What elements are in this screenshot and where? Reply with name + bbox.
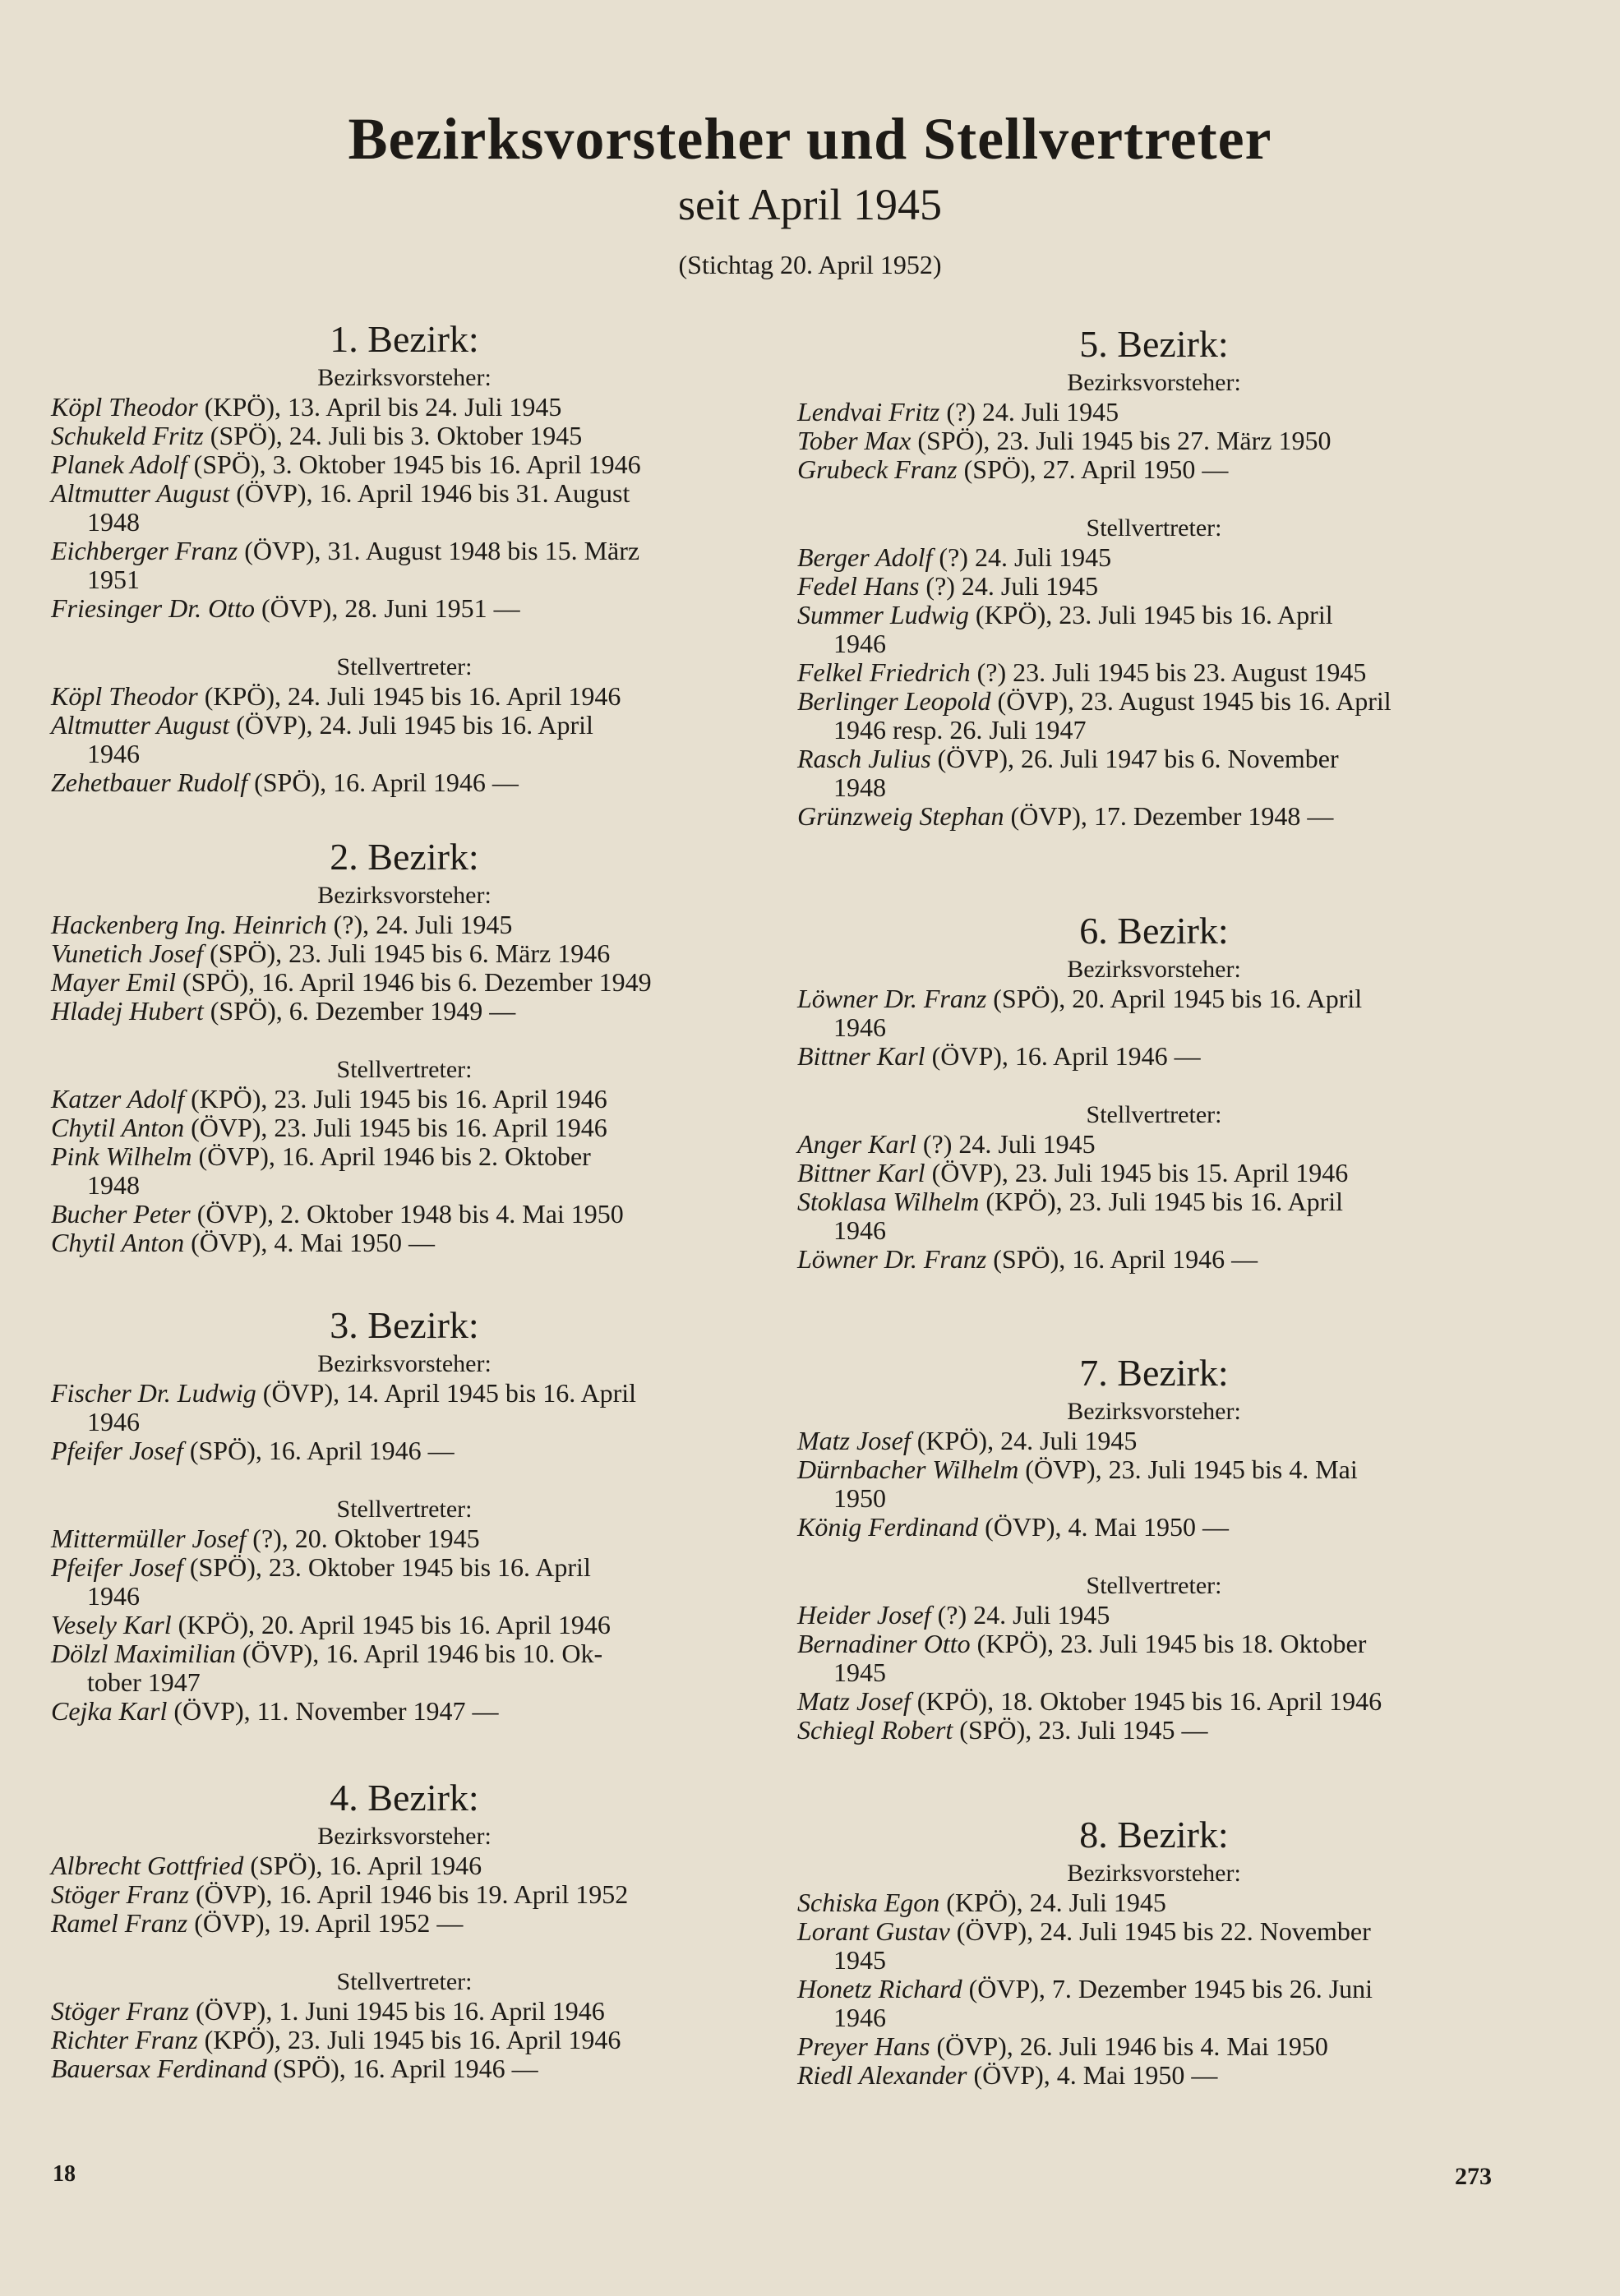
person-name: Tober Max <box>797 426 912 455</box>
district-section <box>51 1779 758 2083</box>
role-heading-vorsteher: Bezirksvorsteher: <box>317 364 492 391</box>
term-text: (KPÖ), 23. Juli 1945 bis 16. April <box>985 1187 1343 1216</box>
role-heading-vorsteher: Bezirksvorsteher: <box>1067 369 1241 396</box>
list-item <box>51 1909 758 1938</box>
list-item <box>797 745 1511 802</box>
term-text: (ÖVP), 16. April 1946 bis 10. Ok- <box>242 1639 603 1668</box>
person-name: Hladej Hubert <box>51 996 204 1026</box>
term-text: (?) 24. Juli 1945 <box>925 571 1099 601</box>
term-continuation: 1945 <box>833 1945 886 1975</box>
district-section <box>51 1304 758 1726</box>
person-name: Köpl Theodor <box>51 392 198 422</box>
list-item <box>51 1142 758 1200</box>
term-text: (KPÖ), 24. Juli 1945 <box>946 1888 1166 1917</box>
person-name: Friesinger Dr. Otto <box>51 593 255 623</box>
district-heading: 3. Bezirk: <box>330 1304 479 1346</box>
term-continuation: 1946 <box>833 2003 886 2032</box>
list-item <box>797 1245 1511 1274</box>
list-item <box>797 802 1511 831</box>
term-text: (ÖVP), 19. April 1952 — <box>194 1908 464 1938</box>
list-item <box>797 1455 1511 1513</box>
term-text: (?) 24. Juli 1945 <box>922 1129 1096 1159</box>
district-heading: 4. Bezirk: <box>330 1777 479 1819</box>
term-text: (ÖVP), 14. April 1945 bis 16. April <box>262 1378 637 1408</box>
term-text: (KPÖ), 23. Juli 1945 bis 16. April 1946 <box>204 2025 621 2054</box>
person-name: Grünzweig Stephan <box>797 801 1004 831</box>
term-text: (ÖVP), 31. August 1948 bis 15. März <box>244 536 640 565</box>
person-name: Riedl Alexander <box>797 2060 967 2090</box>
term-text: (SPÖ), 27. April 1950 — <box>963 454 1229 484</box>
person-name: Felkel Friedrich <box>797 657 971 687</box>
term-continuation: 1946 <box>87 739 140 768</box>
list-item <box>797 1917 1511 1975</box>
list-item <box>51 768 758 797</box>
term-text: (ÖVP), 1. Juni 1945 bis 16. April 1946 <box>196 1996 605 2026</box>
term-continuation: 1946 <box>833 1215 886 1245</box>
person-name: Lorant Gustav <box>797 1916 950 1946</box>
district-heading: 8. Bezirk: <box>1079 1814 1229 1856</box>
list-item <box>797 1630 1511 1687</box>
term-text: (ÖVP), 23. Juli 1945 bis 16. April 1946 <box>191 1113 607 1142</box>
term-text: (ÖVP), 23. Juli 1945 bis 4. Mai <box>1025 1455 1358 1484</box>
person-name: Honetz Richard <box>797 1974 962 2003</box>
person-name: Chytil Anton <box>51 1113 185 1142</box>
list-item <box>51 450 758 479</box>
list-item <box>51 393 758 422</box>
term-text: (ÖVP), 16. April 1946 — <box>931 1041 1201 1071</box>
term-text: (?) 24. Juli 1945 <box>946 397 1119 426</box>
term-text: (ÖVP), 24. Juli 1945 bis 22. November <box>956 1916 1371 1946</box>
term-text: (SPÖ), 6. Dezember 1949 — <box>210 996 516 1026</box>
list-item <box>797 687 1511 745</box>
term-text: (SPÖ), 16. April 1946 bis 6. Dezember 1949 <box>182 967 652 997</box>
person-name: Bittner Karl <box>797 1041 925 1071</box>
person-name: Heider Josef <box>797 1600 931 1630</box>
term-continuation: 1945 <box>833 1657 886 1687</box>
list-item <box>51 1697 758 1726</box>
term-text: (SPÖ), 23. Juli 1945 — <box>959 1715 1208 1745</box>
term-text: (ÖVP), 23. August 1945 bis 16. April <box>997 686 1392 716</box>
person-name: Schukeld Fritz <box>51 421 204 450</box>
term-text: (?) 24. Juli 1945 <box>937 1600 1110 1630</box>
list-item <box>51 911 758 939</box>
role-heading-stellvertreter: Stellvertreter: <box>1086 1101 1222 1128</box>
district-heading: 5. Bezirk: <box>1079 323 1229 365</box>
list-item <box>797 1513 1511 1542</box>
term-continuation: 1948 <box>833 772 886 802</box>
person-name: Matz Josef <box>797 1426 911 1455</box>
person-name: Köpl Theodor <box>51 681 198 711</box>
term-text: (ÖVP), 2. Oktober 1948 bis 4. Mai 1950 <box>196 1199 624 1229</box>
term-text: (SPÖ), 16. April 1946 — <box>273 2054 538 2083</box>
list-item <box>797 1159 1511 1187</box>
list-item <box>51 422 758 450</box>
list-item <box>797 601 1511 658</box>
list-item <box>51 1611 758 1639</box>
term-continuation: tober 1947 <box>87 1667 201 1697</box>
district-section <box>51 838 758 1257</box>
role-heading-vorsteher: Bezirksvorsteher: <box>1067 1398 1241 1425</box>
person-name: Dölzl Maximilian <box>51 1639 236 1668</box>
list-item <box>797 1427 1511 1455</box>
person-name: Berlinger Leopold <box>797 686 991 716</box>
list-item <box>797 1716 1511 1745</box>
role-heading-vorsteher: Bezirksvorsteher: <box>317 1823 492 1850</box>
role-heading-stellvertreter: Stellvertreter: <box>1086 1572 1222 1599</box>
person-name: Lendvai Fritz <box>797 397 940 426</box>
person-name: Bernadiner Otto <box>797 1629 971 1658</box>
list-item <box>51 1379 758 1436</box>
term-continuation: 1946 <box>833 1012 886 1042</box>
term-text: (?) 24. Juli 1945 <box>939 542 1112 572</box>
term-text: (SPÖ), 16. April 1946 — <box>254 768 519 797</box>
term-text: (ÖVP), 28. Juni 1951 — <box>261 593 520 623</box>
person-name: Cejka Karl <box>51 1696 168 1726</box>
term-text: (KPÖ), 24. Juli 1945 <box>916 1426 1138 1455</box>
term-text: (?) 23. Juli 1945 bis 23. August 1945 <box>976 657 1367 687</box>
term-continuation: 1946 <box>87 1407 140 1436</box>
role-heading-vorsteher: Bezirksvorsteher: <box>317 882 492 909</box>
list-item <box>51 682 758 711</box>
person-name: Fedel Hans <box>797 571 920 601</box>
term-text: (KPÖ), 20. April 1945 bis 16. April 1946 <box>178 1610 611 1639</box>
person-name: Eichberger Franz <box>51 536 238 565</box>
person-name: Schiegl Robert <box>797 1715 953 1745</box>
term-text: (SPÖ), 23. Juli 1945 bis 6. März 1946 <box>210 938 611 968</box>
term-text: (ÖVP), 26. Juli 1946 bis 4. Mai 1950 <box>936 2031 1328 2061</box>
person-name: Preyer Hans <box>797 2031 930 2061</box>
role-heading-vorsteher: Bezirksvorsteher: <box>1067 1860 1241 1887</box>
person-name: Albrecht Gottfried <box>51 1851 244 1880</box>
person-name: Bittner Karl <box>797 1158 925 1187</box>
list-item <box>797 984 1511 1042</box>
role-heading-stellvertreter: Stellvertreter: <box>336 653 473 680</box>
list-item <box>797 1975 1511 2032</box>
term-text: (ÖVP), 4. Mai 1950 — <box>973 2060 1218 2090</box>
person-name: Dürnbacher Wilhelm <box>797 1455 1019 1484</box>
term-text: (KPÖ), 13. April bis 24. Juli 1945 <box>204 392 562 422</box>
list-item <box>797 543 1511 572</box>
person-name: Stöger Franz <box>51 1879 189 1909</box>
list-item <box>51 711 758 768</box>
person-name: Katzer Adolf <box>51 1084 185 1113</box>
list-item <box>797 1888 1511 1917</box>
term-text: (ÖVP), 16. April 1946 bis 31. August <box>236 478 630 508</box>
term-text: (ÖVP), 26. Juli 1947 bis 6. November <box>937 744 1339 773</box>
person-name: König Ferdinand <box>797 1512 979 1542</box>
term-text: (?), 24. Juli 1945 <box>333 910 513 939</box>
term-text: (ÖVP), 4. Mai 1950 — <box>191 1228 435 1257</box>
person-name: Rasch Julius <box>797 744 931 773</box>
term-text: (ÖVP), 17. Dezember 1948 — <box>1010 801 1334 831</box>
person-name: Pfeifer Josef <box>51 1552 183 1582</box>
person-name: Stoklasa Wilhelm <box>797 1187 980 1216</box>
person-name: Chytil Anton <box>51 1228 185 1257</box>
list-item <box>797 1687 1511 1716</box>
term-text: (KPÖ), 24. Juli 1945 bis 16. April 1946 <box>204 681 621 711</box>
district-heading: 1. Bezirk: <box>330 318 479 360</box>
role-heading-stellvertreter: Stellvertreter: <box>336 1968 473 1995</box>
person-name: Schiska Egon <box>797 1888 940 1917</box>
term-text: (KPÖ), 23. Juli 1945 bis 16. April <box>975 600 1333 629</box>
page-subtitle: seit April 1945 <box>678 180 942 229</box>
person-name: Matz Josef <box>797 1686 911 1716</box>
list-item <box>797 2061 1511 2090</box>
person-name: Anger Karl <box>797 1129 916 1159</box>
district-section <box>797 912 1511 1274</box>
person-name: Bucher Peter <box>51 1199 191 1229</box>
person-name: Richter Franz <box>51 2025 198 2054</box>
list-item <box>51 1880 758 1909</box>
person-name: Planek Adolf <box>51 450 187 479</box>
term-text: (SPÖ), 23. Juli 1945 bis 27. März 1950 <box>917 426 1332 455</box>
person-name: Summer Ludwig <box>797 600 969 629</box>
term-continuation: 1946 <box>87 1581 140 1611</box>
person-name: Pink Wilhelm <box>51 1141 192 1171</box>
term-text: (SPÖ), 20. April 1945 bis 16. April <box>993 984 1363 1013</box>
term-text: (ÖVP), 7. Dezember 1945 bis 26. Juni <box>968 1974 1373 2003</box>
role-heading-stellvertreter: Stellvertreter: <box>1086 514 1222 542</box>
district-heading: 6. Bezirk: <box>1079 910 1229 952</box>
list-item <box>51 939 758 968</box>
list-item <box>797 1042 1511 1071</box>
term-text: (KPÖ), 18. Oktober 1945 bis 16. April 1946 <box>916 1686 1382 1716</box>
reference-date: (Stichtag 20. April 1952) <box>678 250 942 279</box>
person-name: Stöger Franz <box>51 1996 189 2026</box>
role-heading-stellvertreter: Stellvertreter: <box>336 1496 473 1523</box>
term-continuation: 1946 resp. 26. Juli 1947 <box>833 715 1087 745</box>
term-text: (SPÖ), 23. Oktober 1945 bis 16. April <box>189 1552 591 1582</box>
person-name: Ramel Franz <box>51 1908 188 1938</box>
term-text: (ÖVP), 16. April 1946 bis 2. Oktober <box>198 1141 591 1171</box>
list-item <box>51 1851 758 1880</box>
person-name: Fischer Dr. Ludwig <box>51 1378 256 1408</box>
list-item <box>51 537 758 594</box>
term-text: (KPÖ), 23. Juli 1945 bis 16. April 1946 <box>191 1084 607 1113</box>
page-number-left: 18 <box>53 2161 76 2187</box>
term-text: (ÖVP), 11. November 1947 — <box>173 1696 499 1726</box>
person-name: Hackenberg Ing. Heinrich <box>51 910 327 939</box>
term-text: (?), 20. Oktober 1945 <box>252 1524 480 1553</box>
term-continuation: 1948 <box>87 507 140 537</box>
district-heading: 7. Bezirk: <box>1079 1352 1229 1394</box>
list-item <box>797 2032 1511 2061</box>
list-item <box>797 1601 1511 1630</box>
page-title: Bezirksvorsteher und Stellvertreter <box>348 106 1272 172</box>
list-item <box>51 1113 758 1142</box>
person-name: Altmutter August <box>51 710 230 740</box>
list-item <box>51 479 758 537</box>
district-section <box>797 1354 1511 1745</box>
person-name: Mittermüller Josef <box>51 1524 247 1553</box>
term-continuation: 1946 <box>833 629 886 658</box>
person-name: Vesely Karl <box>51 1610 172 1639</box>
term-text: (SPÖ), 3. Oktober 1945 bis 16. April 1946 <box>193 450 641 479</box>
list-item <box>797 1130 1511 1159</box>
person-name: Grubeck Franz <box>797 454 958 484</box>
term-text: (ÖVP), 24. Juli 1945 bis 16. April <box>236 710 593 740</box>
list-item <box>51 1639 758 1697</box>
person-name: Zehetbauer Rudolf <box>51 768 248 797</box>
term-text: (ÖVP), 16. April 1946 bis 19. April 1952 <box>196 1879 629 1909</box>
term-text: (KPÖ), 23. Juli 1945 bis 18. Oktober <box>976 1629 1367 1658</box>
person-name: Löwner Dr. Franz <box>797 984 987 1013</box>
district-section <box>51 320 758 797</box>
list-item <box>797 572 1511 601</box>
person-name: Mayer Emil <box>51 967 176 997</box>
list-item <box>51 1085 758 1113</box>
person-name: Bauersax Ferdinand <box>51 2054 267 2083</box>
person-name: Löwner Dr. Franz <box>797 1244 987 1274</box>
role-heading-vorsteher: Bezirksvorsteher: <box>317 1350 492 1377</box>
term-text: (SPÖ), 16. April 1946 — <box>189 1436 455 1465</box>
list-item <box>51 2054 758 2083</box>
term-text: (SPÖ), 16. April 1946 <box>250 1851 482 1880</box>
person-name: Pfeifer Josef <box>51 1436 183 1465</box>
list-item <box>797 426 1511 455</box>
role-heading-stellvertreter: Stellvertreter: <box>336 1056 473 1083</box>
person-name: Altmutter August <box>51 478 230 508</box>
list-item <box>797 658 1511 687</box>
list-item <box>797 1187 1511 1245</box>
district-section <box>797 325 1511 831</box>
list-item <box>797 455 1511 484</box>
person-name: Berger Adolf <box>797 542 933 572</box>
role-heading-vorsteher: Bezirksvorsteher: <box>1067 956 1241 983</box>
list-item <box>51 1553 758 1611</box>
term-text: (SPÖ), 16. April 1946 — <box>993 1244 1258 1274</box>
district-heading: 2. Bezirk: <box>330 836 479 878</box>
list-item <box>51 2026 758 2054</box>
term-text: (ÖVP), 23. Juli 1945 bis 15. April 1946 <box>931 1158 1349 1187</box>
page-number-right: 273 <box>1455 2163 1492 2190</box>
term-text: (SPÖ), 24. Juli bis 3. Oktober 1945 <box>210 421 583 450</box>
list-item <box>51 1436 758 1465</box>
list-item <box>51 594 758 623</box>
person-name: Vunetich Josef <box>51 938 204 968</box>
term-continuation: 1948 <box>87 1170 140 1200</box>
list-item <box>51 1997 758 2026</box>
list-item <box>797 398 1511 426</box>
list-item <box>51 968 758 997</box>
list-item <box>51 1524 758 1553</box>
term-continuation: 1951 <box>87 565 140 594</box>
list-item <box>51 997 758 1026</box>
list-item <box>51 1200 758 1229</box>
list-item <box>51 1229 758 1257</box>
term-continuation: 1950 <box>833 1483 886 1513</box>
term-text: (ÖVP), 4. Mai 1950 — <box>985 1512 1230 1542</box>
district-section <box>797 1816 1511 2090</box>
